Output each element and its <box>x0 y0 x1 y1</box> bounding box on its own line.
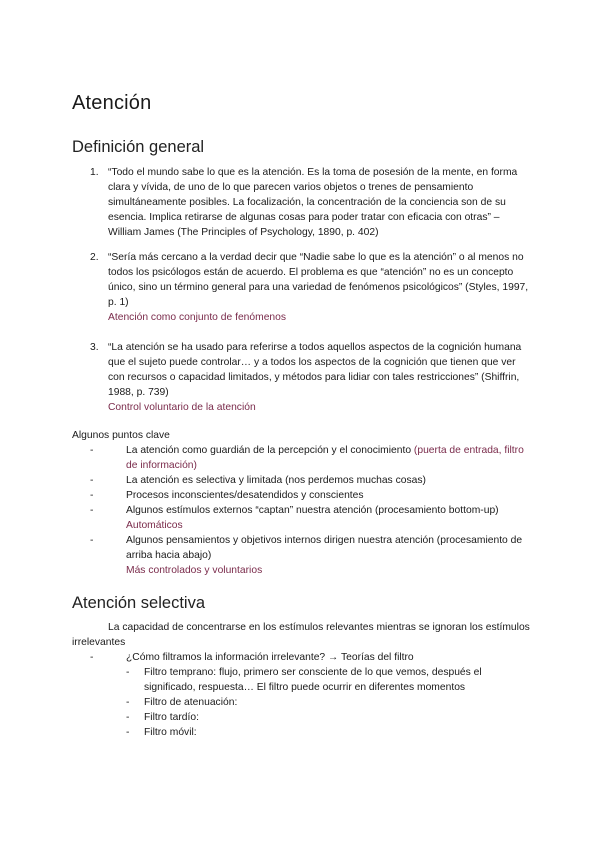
dash-bullet: - <box>90 445 94 456</box>
key-point-text: Algunos pensamientos y objetivos internos dirigen nuestra atención (procesamiento de arriba hacia abajo) <box>126 535 523 561</box>
key-point-text: La atención es selectiva y limitada (nos perdemos muchas cosas) <box>126 475 426 486</box>
key-point-item <box>90 533 532 578</box>
dash-bullet: - <box>90 505 94 516</box>
definition-text: “Sería más cercano a la verdad decir que “Nadie sabe lo que es la atención” o al menos no todos los psicólogos están de acuerdo. El problema es que “atención” no es un concepto único, sino un término general para una variedad de fenómenos psicológicos” (Styles, 1997, p. 1) <box>108 252 529 308</box>
key-point-item <box>90 443 532 473</box>
item-number: 1. <box>90 167 99 178</box>
key-point-note: Más controlados y voluntarios <box>126 565 263 576</box>
filter-question: ¿Cómo filtramos la información irrelevante? → Teorías del filtro <box>126 652 414 663</box>
dash-bullet: - <box>126 667 130 678</box>
definition-text: “Todo el mundo sabe lo que es la atención. Es la toma de posesión de la mente, en forma clara y vívida, de uno de lo que parecen varios objetos o trenes de pensamiento simultáneamente posibles. La focalización, la concentración de la conciencia son de su esencia. Implica retirarse de algunas cosas para poder tratar con eficacia con otras” – William James (The Principles of Psychology, 1890, p. 402) <box>108 167 518 238</box>
filter-text: Filtro temprano: flujo, primero ser consciente de lo que vemos, después el significado, respuesta… El filtro puede ocurrir en diferentes momentos <box>144 667 482 693</box>
key-points-list <box>72 428 532 578</box>
definition-note: Atención como conjunto de fenómenos <box>108 312 287 323</box>
definition-item-3 <box>90 340 530 415</box>
section-heading-atencion-selectiva: Atención selectiva <box>72 594 205 612</box>
dash-bullet: - <box>126 712 130 723</box>
definition-note: Control voluntario de la atención <box>108 402 256 413</box>
filter-item <box>126 725 532 740</box>
page-title: Atención <box>72 92 152 114</box>
filter-item <box>126 710 532 725</box>
filter-item <box>126 665 532 695</box>
dash-bullet: - <box>126 697 130 708</box>
definition-item-1 <box>90 165 530 240</box>
key-point-item <box>90 503 532 533</box>
dash-bullet: - <box>90 475 94 486</box>
selective-attention-section <box>72 620 532 740</box>
dash-bullet: - <box>90 535 94 546</box>
item-number: 2. <box>90 252 99 263</box>
dash-bullet: - <box>90 652 94 663</box>
key-point-accent: (puerta de entrada, filtro de información) <box>126 445 524 471</box>
definition-item-2 <box>90 250 530 325</box>
section-heading-definicion: Definición general <box>72 138 205 156</box>
filter-text: Filtro móvil: <box>144 727 197 738</box>
item-number: 3. <box>90 342 99 353</box>
key-point-text: Algunos estímulos externos “captan” nuestra atención (procesamiento bottom-up) <box>126 505 499 516</box>
filter-item <box>126 695 532 710</box>
key-point-text: La atención como guardián de la percepción y el conocimiento <box>126 445 414 456</box>
dash-bullet: - <box>126 727 130 738</box>
dash-bullet: - <box>90 490 94 501</box>
filter-question-item <box>90 650 532 665</box>
key-point-item <box>90 488 532 503</box>
definition-text: “La atención se ha usado para referirse a todos aquellos aspectos de la cognición humana que el sujeto puede controlar… y a todos los aspectos de la cognición que tienen que ver con recursos o capacidad limitados, y métodos para lidiar con tales restricciones” (Shiffrin, 1988, p. 739) <box>108 342 522 398</box>
key-point-text: Procesos inconscientes/desatendidos y conscientes <box>126 490 364 501</box>
filter-text: Filtro tardío: <box>144 712 199 723</box>
filter-text: Filtro de atenuación: <box>144 697 238 708</box>
key-point-item <box>90 473 532 488</box>
key-points-label: Algunos puntos clave <box>72 430 170 441</box>
key-point-note: Automáticos <box>126 520 183 531</box>
section-intro: La capacidad de concentrarse en los estímulos relevantes mientras se ignoran los estímulos irrelevantes <box>72 622 530 648</box>
